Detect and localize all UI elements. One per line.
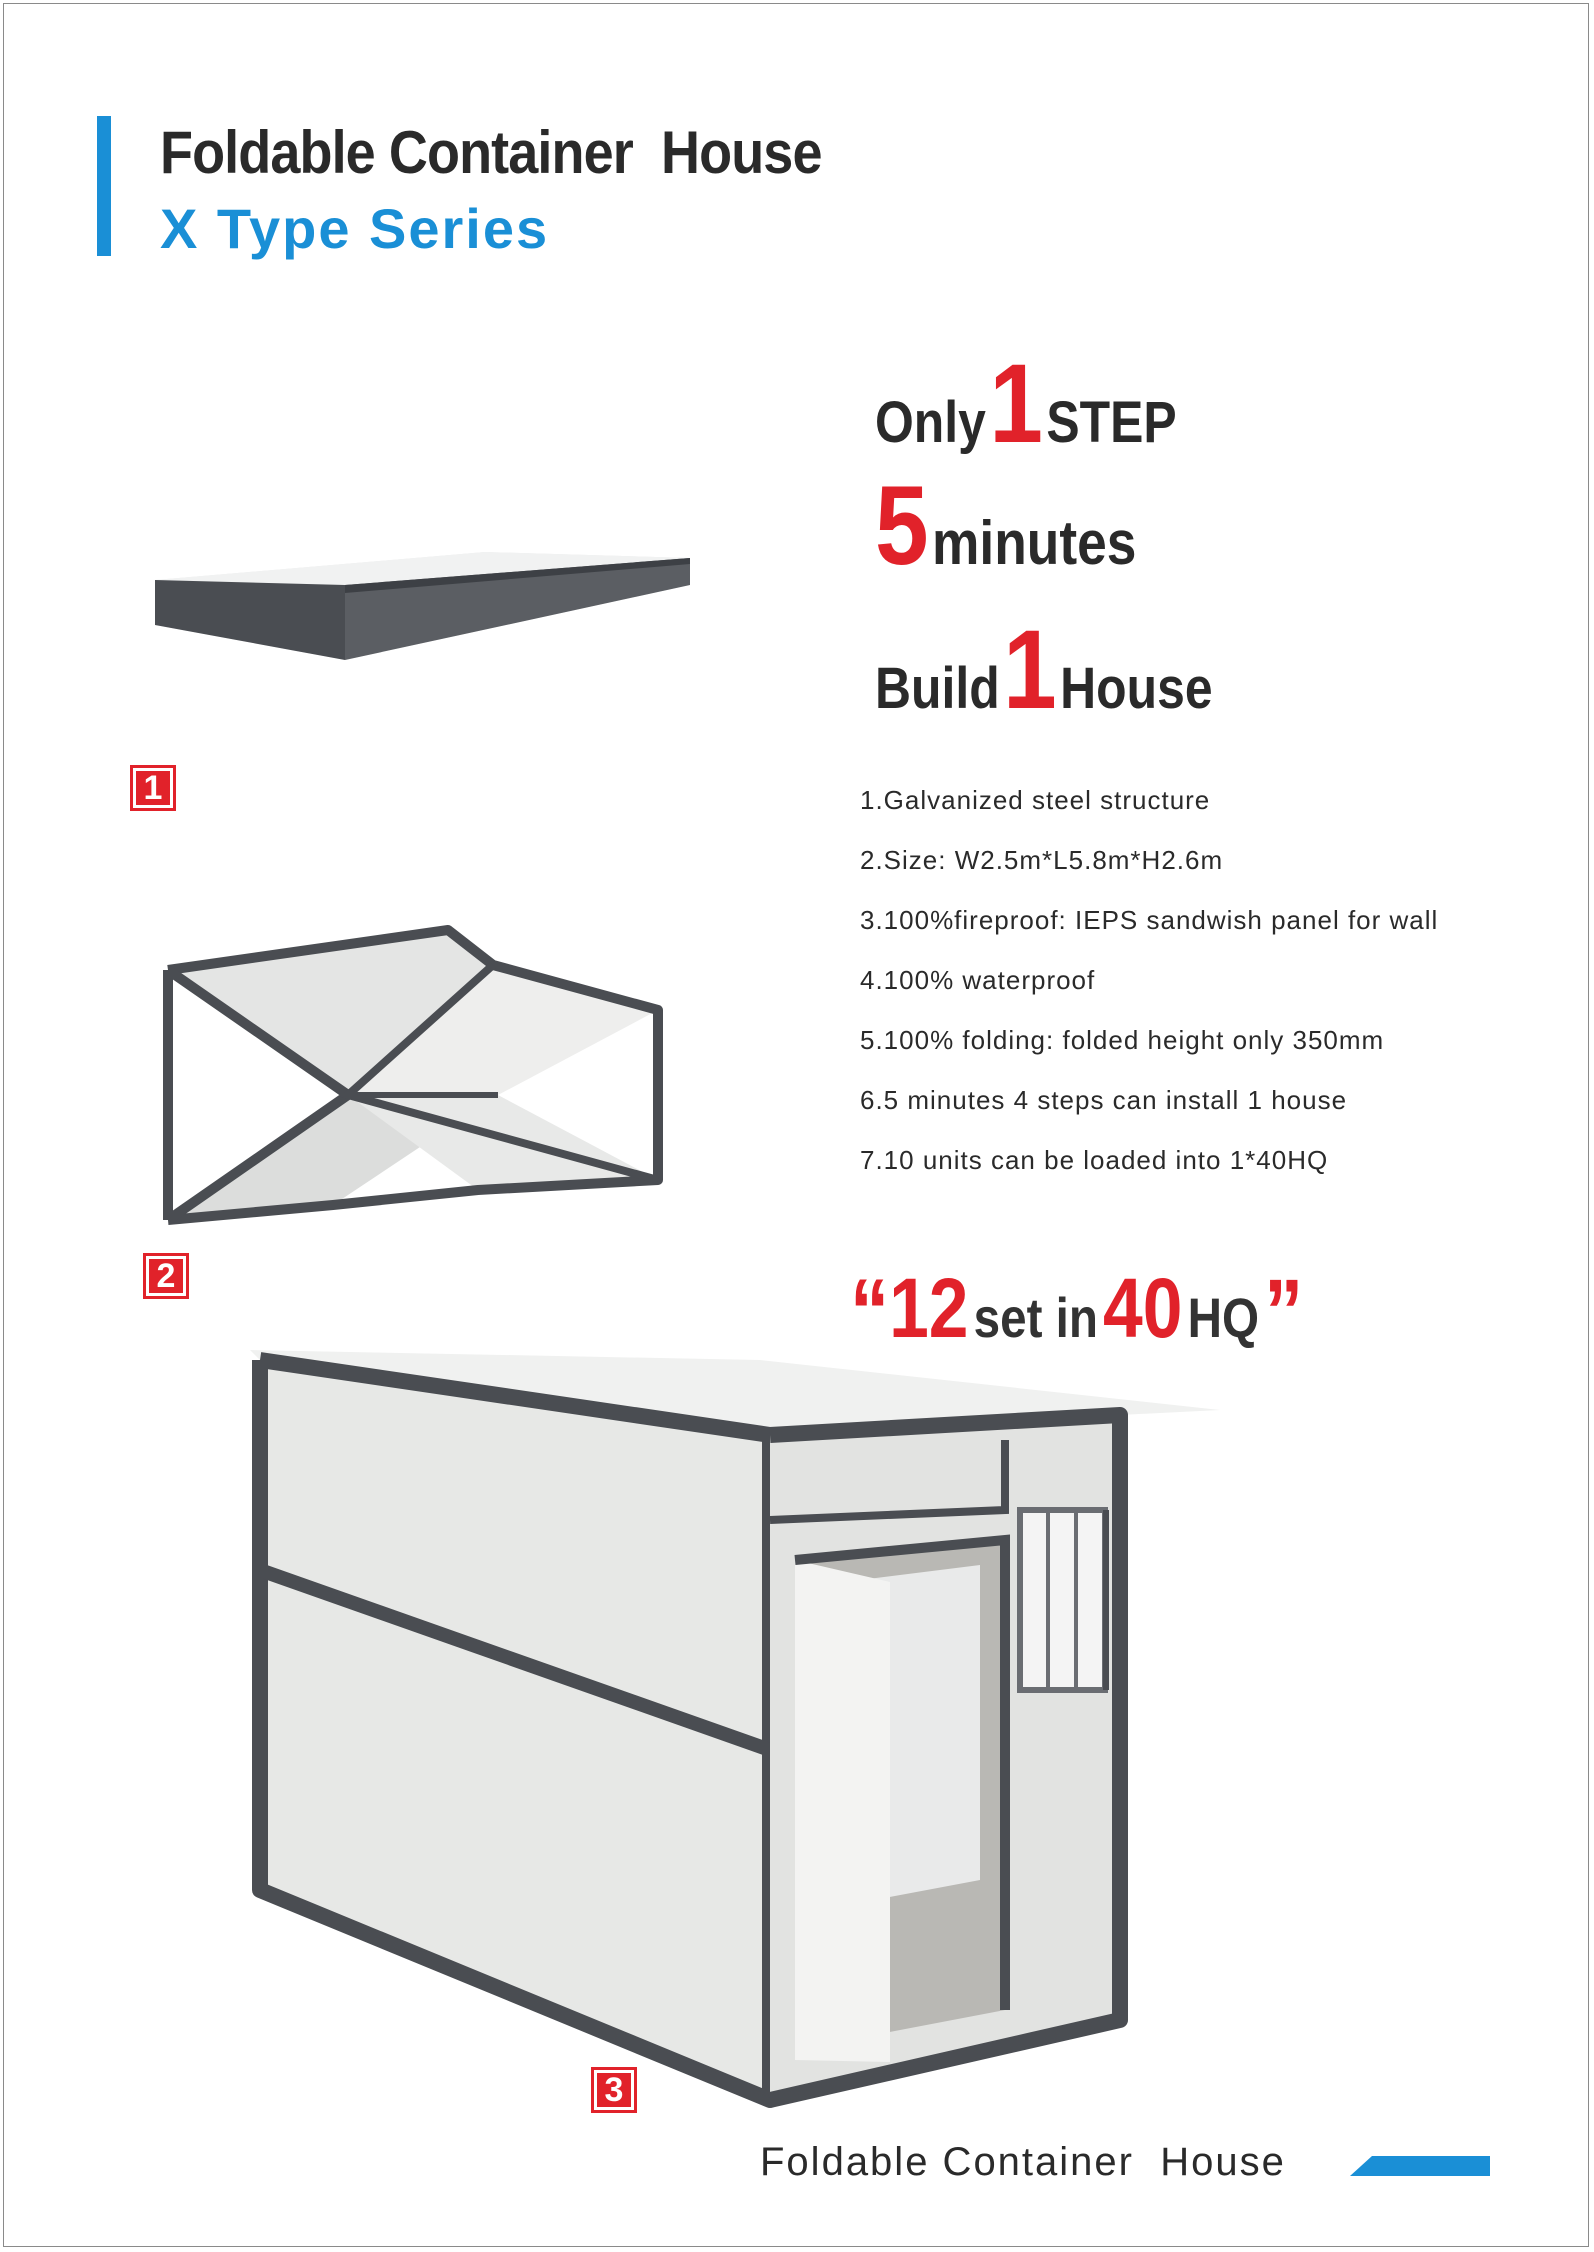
feature-item: 4.100% waterproof [860,965,1096,995]
slogan-line-2 [875,463,1137,588]
feature-item: 7.10 units can be loaded into 1*40HQ [860,1145,1329,1175]
feature-item: 1.Galvanized steel structure [860,785,1211,815]
quote-number: 12 [889,1261,969,1355]
quote-text: HQ [1187,1286,1259,1349]
quote-text: set in [973,1286,1098,1349]
slogan-line-3 [875,607,1213,732]
step-badge-3: 3 [591,2067,637,2113]
slogan-word: Only [875,390,986,455]
step-badge-2: 2 [143,1253,189,1299]
footer-accent-bar [1350,2156,1490,2176]
slogan-line-1 [875,341,1177,466]
feature-item: 6.5 minutes 4 steps can install 1 house [860,1085,1348,1115]
feature-item: 3.100%fireproof: IEPS sandwish panel for wall [860,905,1439,935]
slogan-word: STEP [1046,390,1177,455]
slogan-word: House [1060,656,1213,721]
feature-list [860,780,1438,1200]
unfolding-container-image [148,910,668,1250]
footer-title: Foldable Container House [760,2140,1286,2184]
close-quote-mark: ” [1264,1261,1304,1363]
title-accent-bar [97,116,111,256]
slogan-word: Build [875,656,1000,721]
slogan-word: minutes [932,509,1137,578]
quote-number: 40 [1103,1261,1183,1355]
page-title: Foldable Container House [160,119,822,186]
slogan-number: 1 [1003,607,1057,732]
feature-item: 2.Size: W2.5m*L5.8m*H2.6m [860,845,1224,875]
page-subtitle: X Type Series [160,197,550,260]
step-badge-1: 1 [130,765,176,811]
open-quote-mark: “ [850,1261,890,1363]
feature-item: 5.100% folding: folded height only 350mm [860,1025,1385,1055]
assembled-container-house-image [240,1320,1350,2140]
slogan-number: 5 [875,463,929,588]
slogan-number: 1 [989,341,1043,466]
folded-container-image [130,540,710,680]
